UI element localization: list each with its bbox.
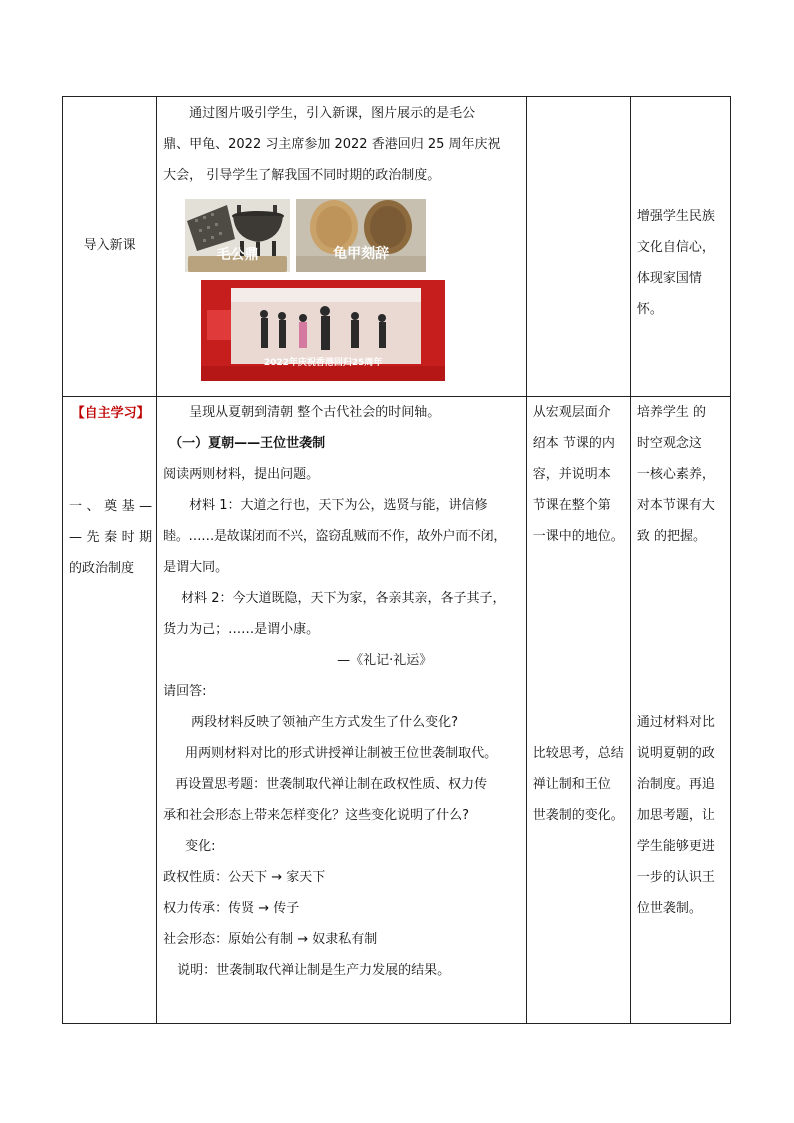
hk-photo-caption: 2022年庆祝香港回归25周年 — [263, 358, 383, 368]
read-instruction: 阅读两则材料，提出问题。 — [163, 467, 320, 482]
method-a-line-1: 从宏观层面介 — [532, 405, 611, 420]
maogong-ding-image — [185, 199, 290, 272]
method-b-line-1: 比较思考，总结 — [532, 746, 624, 761]
material-1-line-1: 材料 1：大道之行也，天下为公，选贤与能，讲信修 — [189, 498, 488, 513]
intro-goal-line-1: 增强学生民族 — [636, 209, 715, 224]
goal-b-line-7: 位世袭制。 — [636, 901, 702, 916]
think-line-1: 再设置思考题：世袭制取代禅让制在政权性质、权力传 — [175, 777, 488, 792]
material-1-line-3: 是谓大同。 — [163, 560, 229, 575]
section-label-line-2: —先秦时期 — [69, 530, 153, 545]
goal-b-line-6: 一步的认识王 — [636, 870, 715, 885]
ask-label: 请回答: — [163, 684, 207, 699]
goal-a-line-5: 致 的把握。 — [636, 529, 706, 544]
section-label-line-3: 的政治制度 — [69, 561, 135, 576]
turtle-shell-caption: 龟甲刻辞 — [333, 246, 390, 262]
intro-line-2: 鼎、甲龟、2022 习主席参加 2022 香港回归 25 周年庆祝 — [163, 137, 501, 152]
self-study-tag: 【自主学习】 — [71, 406, 150, 421]
timeline-intro: 呈现从夏朝到清朝 整个古代社会的时间轴。 — [189, 405, 441, 420]
hk-anniversary-photo — [201, 280, 445, 381]
change-succession: 权力传承：传贤 → 传子 — [163, 901, 300, 916]
question-text: 两段材料反映了领袖产生方式发生了什么变化? — [191, 715, 459, 730]
material-2-line-1: 材料 2：今大道既隐，天下为家，各亲其亲，各子其子， — [181, 591, 506, 606]
material-1-line-2: 睦。……是故谋闭而不兴，盗窃乱贼而不作，故外户而不闭， — [163, 529, 507, 544]
intro-content-cell — [157, 97, 527, 397]
turtle-shell-image — [296, 199, 426, 272]
goal-a-line-4: 对本节课有大 — [636, 498, 715, 513]
goal-b-line-4: 加思考题，让 — [636, 808, 715, 823]
goal-a-line-3: 一核心素养， — [636, 467, 715, 482]
section-label-line-1: 一、奠基— — [69, 499, 153, 514]
goal-a-line-2: 时空观念这 — [636, 436, 702, 451]
intro-label-cell — [63, 97, 157, 397]
self-study-label-cell — [63, 397, 157, 1024]
maogong-ding-caption: 毛公鼎 — [216, 247, 259, 263]
material-source: —《礼记·礼运》 — [337, 653, 433, 668]
intro-line-3: 大会， 引导学生了解我国不同时期的政治制度。 — [163, 168, 441, 183]
goal-a-line-1: 培养学生 的 — [636, 405, 706, 420]
method-a-line-5: 一课中的地位。 — [532, 529, 624, 544]
goal-b-line-1: 通过材料对比 — [636, 715, 715, 730]
lesson-plan-table — [62, 96, 731, 1024]
self-study-content-cell — [157, 397, 527, 1024]
change-label: 变化: — [185, 839, 216, 854]
change-society: 社会形态：原始公有制 → 奴隶私有制 — [163, 932, 378, 947]
intro-label: 导入新课 — [83, 237, 136, 253]
row-intro — [63, 97, 731, 397]
goal-b-line-2: 说明夏朝的政 — [636, 746, 715, 761]
method-a-line-2: 绍本 节课的内 — [532, 436, 615, 451]
goal-b-line-3: 治制度。再追 — [636, 777, 715, 792]
think-line-2: 承和社会形态上带来怎样变化？这些变化说明了什么? — [163, 808, 470, 823]
intro-goal-line-2: 文化自信心， — [636, 240, 715, 255]
row-self-study — [63, 397, 731, 1024]
intro-col3-cell — [526, 97, 630, 397]
intro-goal-line-3: 体现家国情怀。 — [636, 271, 702, 317]
self-study-goal-cell — [630, 397, 730, 1024]
goal-b-line-5: 学生能够更进 — [636, 839, 715, 854]
hk-image-wrap — [201, 280, 526, 381]
intro-goal-cell — [630, 97, 730, 397]
intro-line-1: 通过图片吸引学生，引入新课，图片展示的是毛公 — [189, 106, 476, 121]
material-2-line-2: 货力为己；……是谓小康。 — [163, 622, 320, 637]
method-a-line-3: 容，并说明本 — [532, 467, 611, 482]
images-top-row — [157, 199, 526, 272]
answer-text: 用两则材料对比的形式讲授禅让制被王位世袭制取代。 — [185, 746, 498, 761]
self-study-method-cell — [526, 397, 630, 1024]
method-b-line-2: 禅让制和王位 — [532, 777, 611, 792]
explain-text: 说明：世袭制取代禅让制是生产力发展的结果。 — [177, 963, 451, 978]
xia-section-title: （一）夏朝——王位世袭制 — [169, 436, 326, 451]
method-a-line-4: 节课在整个第 — [532, 498, 611, 513]
change-regime: 政权性质：公天下 → 家天下 — [163, 870, 326, 885]
method-b-line-3: 世袭制的变化。 — [532, 808, 624, 823]
